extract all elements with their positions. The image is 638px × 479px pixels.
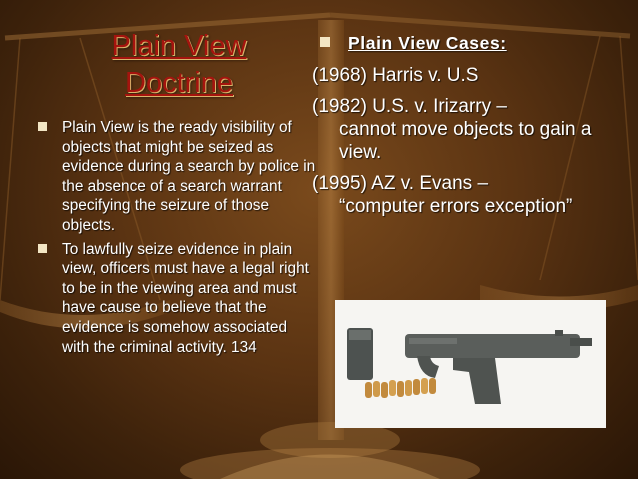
- list-item: [38, 118, 316, 236]
- ammunition-rounds-icon: [365, 378, 436, 398]
- case-item: [312, 95, 622, 164]
- case-line: (1995) AZ v. Evans –: [312, 173, 489, 194]
- bullet-square-icon: [38, 122, 47, 131]
- case-description: “computer errors exception”: [339, 196, 573, 217]
- definition-list: [38, 118, 316, 361]
- bullet-square-icon: [320, 37, 330, 47]
- slide-title: [64, 28, 294, 102]
- cases-heading: Plain View Cases:: [320, 32, 622, 55]
- title-line-2: Doctrine: [125, 67, 233, 99]
- case-item: [312, 64, 622, 87]
- case-line: (1982) U.S. v. Irizarry –: [312, 96, 507, 117]
- case-description: cannot move objects to gain a view.: [339, 119, 592, 163]
- evidence-photo: [335, 300, 606, 428]
- case-line: (1968) Harris v. U.S: [312, 65, 479, 86]
- title-line-1: Plain View: [111, 30, 247, 62]
- bullet-square-icon: [38, 244, 47, 253]
- magazine-icon: [347, 328, 373, 380]
- case-item: [312, 172, 622, 218]
- list-item: [38, 240, 316, 358]
- bullet-text: To lawfully seize evidence in plain view, officers must have a legal right to be in the viewing area and must have cause to believe that the evidence is somehow associated with the criminal activity. 134: [62, 240, 309, 356]
- bullet-text: Plain View is the ready visibility of objects that might be seized as evidence during a search by police in the absence of a search warrant specifying the seizure of those objects.: [62, 119, 316, 234]
- cases-section: [312, 32, 622, 226]
